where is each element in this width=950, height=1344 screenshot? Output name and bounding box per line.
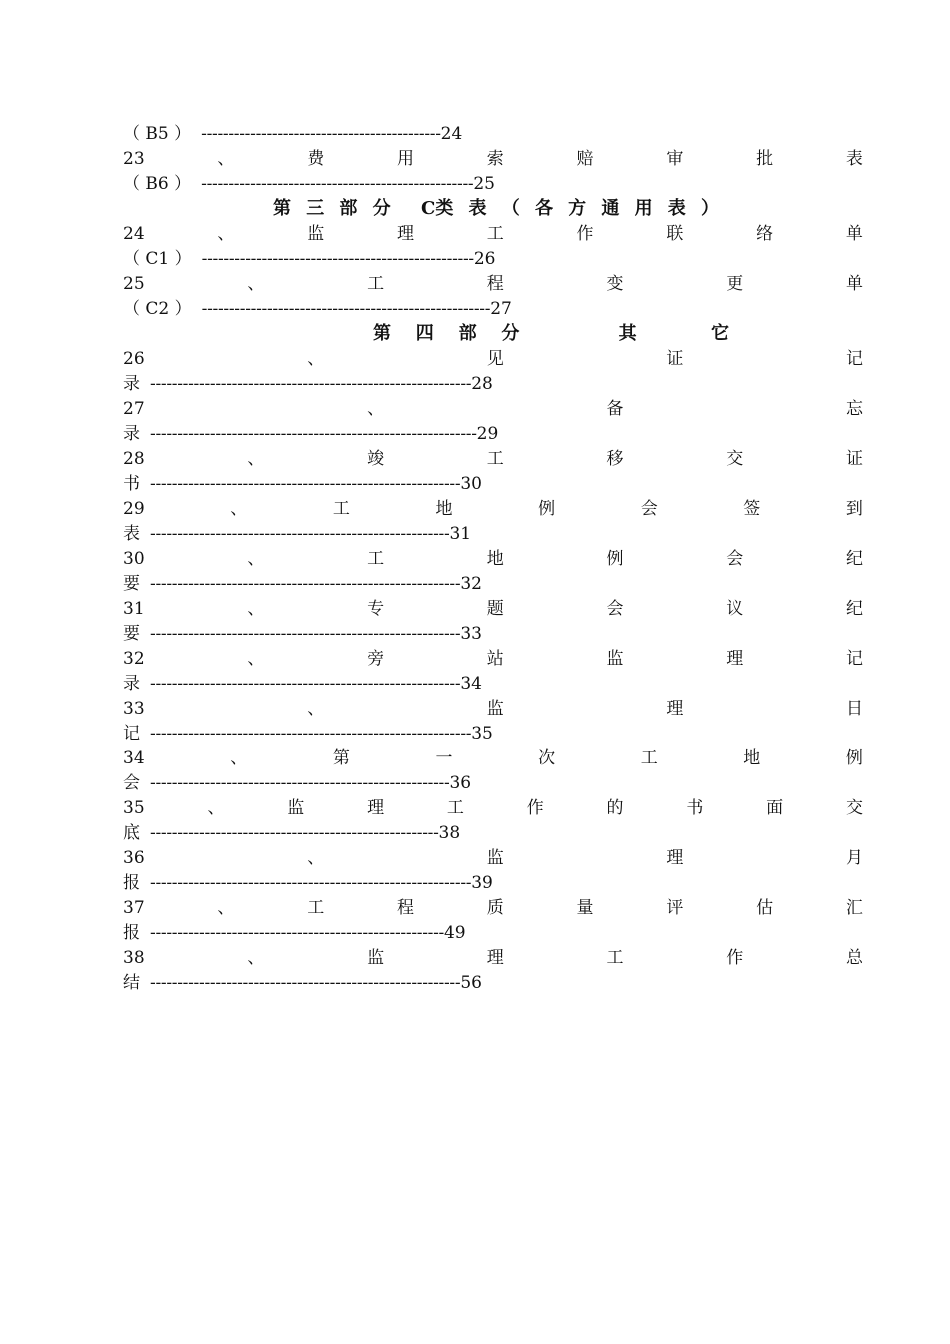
heading-char: （ [501, 198, 520, 219]
toc-char: 面 [766, 798, 784, 818]
toc-char: 记 [845, 349, 863, 369]
toc-char: 地 [743, 748, 761, 768]
toc-page-number: 34 [460, 674, 482, 694]
toc-char: 到 [845, 499, 863, 519]
toc-line [123, 796, 863, 820]
toc-char: 议 [726, 599, 744, 619]
toc-page-number: 49 [443, 923, 466, 943]
toc-char: 37 [123, 898, 145, 918]
toc-line [123, 746, 863, 770]
toc-label: 底 [123, 823, 140, 843]
toc-char: 理 [666, 848, 684, 868]
heading-char: 第 [273, 198, 291, 219]
toc-char: 理 [486, 948, 504, 968]
toc-label: 结 [123, 973, 140, 993]
toc-leader: ------------------------------------------------------------ [150, 424, 477, 444]
toc-char: 、 [217, 224, 235, 244]
toc-char: 24 [123, 224, 145, 244]
toc-char: 、 [230, 499, 248, 519]
toc-char: 审 [666, 149, 684, 169]
toc-leader: ----------------------------------------------------- [201, 299, 491, 319]
toc-char: 程 [396, 898, 414, 918]
toc-char: 站 [486, 649, 504, 669]
toc-char: 例 [606, 549, 624, 569]
toc-char: 36 [123, 848, 145, 868]
toc-char: 、 [217, 898, 235, 918]
toc-char: 用 [396, 149, 414, 169]
toc-leader: ----------------------------------------------------------- [150, 724, 472, 744]
toc-char: 书 [686, 798, 704, 818]
toc-char: 次 [538, 748, 556, 768]
toc-char: 专 [367, 599, 385, 619]
heading-char: 表 [667, 198, 686, 219]
toc-char: 总 [845, 948, 863, 968]
toc-leader: ------------------------------------------------------- [150, 524, 450, 544]
toc-char: 理 [666, 699, 684, 719]
toc-char: 备 [606, 399, 624, 419]
toc-leader: -------------------------------------------- [201, 124, 441, 144]
toc-line [123, 896, 863, 920]
toc-leader: -------------------------------------------------- [201, 174, 474, 194]
toc-line [123, 846, 863, 870]
toc-char: 、 [230, 748, 248, 768]
toc-label: 报 [123, 923, 140, 943]
section-heading-part4 [373, 321, 729, 347]
toc-char: 题 [486, 599, 504, 619]
toc-line [123, 547, 863, 571]
toc-char: 估 [756, 898, 774, 918]
heading-char: 部 [339, 198, 358, 219]
toc-line [123, 472, 863, 496]
toc-page-number: 31 [449, 524, 472, 544]
toc-char: 质 [486, 898, 504, 918]
toc-char: 理 [396, 224, 414, 244]
toc-char: 更 [726, 274, 744, 294]
toc-char: 移 [606, 449, 624, 469]
toc-line [123, 247, 863, 271]
toc-char: 作 [726, 948, 744, 968]
toc-label: 录 [123, 424, 140, 444]
toc-char: 25 [123, 274, 145, 294]
toc-char: 、 [307, 349, 325, 369]
toc-char: 量 [576, 898, 594, 918]
toc-line [123, 297, 863, 321]
toc-char: 监 [606, 649, 624, 669]
toc-char: 竣 [367, 449, 385, 469]
toc-char: 例 [538, 499, 556, 519]
toc-line [123, 347, 863, 371]
toc-char: 、 [207, 798, 225, 818]
toc-line [123, 522, 863, 546]
heading-char: 部 [458, 323, 477, 344]
toc-char: 38 [123, 948, 145, 968]
heading-char: 三 [306, 198, 325, 219]
toc-line [123, 122, 863, 146]
toc-label: 报 [123, 873, 140, 893]
toc-char: 表 [845, 149, 863, 169]
toc-label: 书 [123, 474, 140, 494]
toc-leader: --------------------------------------------------------- [150, 674, 461, 694]
toc-line [123, 946, 863, 970]
toc-line [123, 697, 863, 721]
toc-char: 一 [435, 748, 453, 768]
toc-char: 35 [123, 798, 145, 818]
toc-char: 记 [845, 649, 863, 669]
toc-char: 日 [845, 699, 863, 719]
toc-char: 单 [845, 274, 863, 294]
toc-char: 作 [576, 224, 594, 244]
toc-char: 批 [756, 149, 774, 169]
toc-char: 30 [123, 549, 145, 569]
toc-char: 工 [486, 224, 504, 244]
toc-char: 、 [247, 599, 265, 619]
toc-char: 络 [756, 224, 774, 244]
toc-char: 联 [666, 224, 684, 244]
toc-line [123, 771, 863, 795]
section-heading-part3 [273, 196, 719, 222]
toc-char: 单 [845, 224, 863, 244]
toc-leader: -------------------------------------------------- [201, 249, 474, 269]
toc-page-number: 26 [473, 249, 496, 269]
heading-char: 分 [501, 323, 520, 344]
toc-line [123, 821, 863, 845]
heading-char: C类 [421, 198, 454, 219]
toc-char: 监 [486, 699, 504, 719]
heading-char: 它 [710, 323, 729, 344]
toc-line [123, 272, 863, 296]
toc-char: 、 [247, 948, 265, 968]
toc-page-number: 36 [449, 773, 472, 793]
toc-line [123, 622, 863, 646]
toc-leader: ------------------------------------------------------ [150, 923, 444, 943]
toc-leader: ----------------------------------------------------- [150, 823, 439, 843]
toc-line [123, 147, 863, 171]
toc-label: （ C1 ） [123, 249, 192, 269]
toc-char: 赔 [576, 149, 594, 169]
toc-char: 工 [367, 274, 385, 294]
toc-line [123, 921, 863, 945]
toc-page-number: 25 [473, 174, 495, 194]
toc-char: 理 [726, 649, 744, 669]
toc-char: 、 [307, 699, 325, 719]
toc-char: 监 [486, 848, 504, 868]
toc-page-number: 38 [438, 823, 461, 843]
toc-char: 证 [666, 349, 684, 369]
toc-char: 会 [726, 549, 744, 569]
toc-char: 、 [247, 549, 265, 569]
toc-char: 证 [845, 449, 863, 469]
toc-char: 工 [606, 948, 624, 968]
toc-char: 索 [486, 149, 504, 169]
toc-line [123, 971, 863, 995]
toc-char: 监 [367, 948, 385, 968]
toc-char: 签 [743, 499, 761, 519]
toc-char: 、 [247, 274, 265, 294]
toc-char: 交 [726, 449, 744, 469]
toc-char: 29 [123, 499, 145, 519]
toc-line [123, 447, 863, 471]
toc-label: 录 [123, 374, 140, 394]
toc-line [123, 597, 863, 621]
toc-char: 汇 [845, 898, 863, 918]
toc-char: 23 [123, 149, 145, 169]
toc-leader: --------------------------------------------------------- [150, 973, 461, 993]
toc-char: 例 [845, 748, 863, 768]
toc-line [123, 422, 863, 446]
toc-line [123, 572, 863, 596]
toc-char: 见 [486, 349, 504, 369]
toc-label: 要 [123, 624, 140, 644]
toc-label: （ B5 ） [123, 124, 192, 144]
toc-label: （ C2 ） [123, 299, 192, 319]
toc-char: 、 [307, 848, 325, 868]
toc-char: 的 [606, 798, 624, 818]
toc-line [123, 871, 863, 895]
heading-char: 用 [634, 198, 653, 219]
toc-page-number: 39 [471, 873, 493, 893]
toc-char: 程 [486, 274, 504, 294]
toc-char: 监 [287, 798, 305, 818]
toc-char: 26 [123, 349, 145, 369]
toc-char: 工 [640, 748, 658, 768]
toc-char: 、 [247, 449, 265, 469]
heading-char: 四 [415, 323, 434, 344]
toc-char: 第 [332, 748, 350, 768]
toc-char: 工 [446, 798, 464, 818]
toc-line [123, 497, 863, 521]
toc-char: 工 [486, 449, 504, 469]
toc-char: 31 [123, 599, 145, 619]
toc-page-number: 32 [460, 574, 482, 594]
toc-char: 地 [486, 549, 504, 569]
toc-label: （ B6 ） [123, 174, 192, 194]
heading-char: 方 [568, 198, 587, 219]
toc-char: 27 [123, 399, 145, 419]
heading-char: 其 [618, 323, 637, 344]
toc-char: 费 [307, 149, 325, 169]
toc-char: 作 [526, 798, 544, 818]
toc-char: 纪 [845, 599, 863, 619]
toc-line [123, 172, 863, 196]
toc-line [123, 647, 863, 671]
toc-char: 监 [307, 224, 325, 244]
heading-char: 第 [373, 323, 391, 344]
toc-char: 、 [247, 649, 265, 669]
toc-leader: ----------------------------------------------------------- [150, 873, 472, 893]
toc-page-number: 29 [476, 424, 499, 444]
heading-char: 表 [468, 198, 487, 219]
toc-line [123, 372, 863, 396]
toc-char: 评 [666, 898, 684, 918]
toc-page-number: 30 [460, 474, 482, 494]
toc-char: 理 [367, 798, 385, 818]
heading-char: 分 [372, 198, 391, 219]
toc-char: 忘 [846, 399, 863, 419]
toc-char: 月 [845, 848, 863, 868]
toc-page-number: 28 [471, 374, 493, 394]
toc-line [123, 222, 863, 246]
toc-label: 会 [123, 773, 140, 793]
toc-page-number: 56 [460, 973, 482, 993]
toc-leader: --------------------------------------------------------- [150, 574, 461, 594]
toc-char: 工 [367, 549, 385, 569]
toc-char: 旁 [367, 649, 385, 669]
heading-char: ） [700, 198, 719, 219]
toc-char: 地 [435, 499, 453, 519]
toc-char: 会 [606, 599, 624, 619]
toc-label: 表 [123, 524, 140, 544]
toc-char: 33 [123, 699, 145, 719]
toc-page-number: 24 [440, 124, 463, 144]
toc-char: 、 [217, 149, 235, 169]
toc-label: 录 [123, 674, 140, 694]
heading-char: 各 [534, 198, 553, 219]
toc-leader: ------------------------------------------------------- [150, 773, 450, 793]
toc-char: 32 [123, 649, 145, 669]
toc-char: 工 [307, 898, 325, 918]
toc-line [123, 722, 863, 746]
toc-leader: --------------------------------------------------------- [150, 474, 461, 494]
toc-line [123, 397, 863, 421]
toc-char: 变 [606, 274, 624, 294]
toc-page-number: 27 [490, 299, 512, 319]
heading-char: 通 [601, 198, 620, 219]
toc-label: 记 [123, 724, 140, 744]
toc-leader: ----------------------------------------------------------- [150, 374, 472, 394]
toc-line [123, 672, 863, 696]
toc-char: 34 [123, 748, 145, 768]
toc-label: 要 [123, 574, 140, 594]
toc-leader: --------------------------------------------------------- [150, 624, 461, 644]
toc-page-number: 33 [460, 624, 482, 644]
toc-char: 28 [123, 449, 145, 469]
toc-char: 会 [640, 499, 658, 519]
toc-char: 交 [845, 798, 863, 818]
toc-page-number: 35 [471, 724, 493, 744]
toc-char: 、 [367, 399, 385, 419]
toc-char: 工 [332, 499, 350, 519]
toc-char: 纪 [845, 549, 863, 569]
